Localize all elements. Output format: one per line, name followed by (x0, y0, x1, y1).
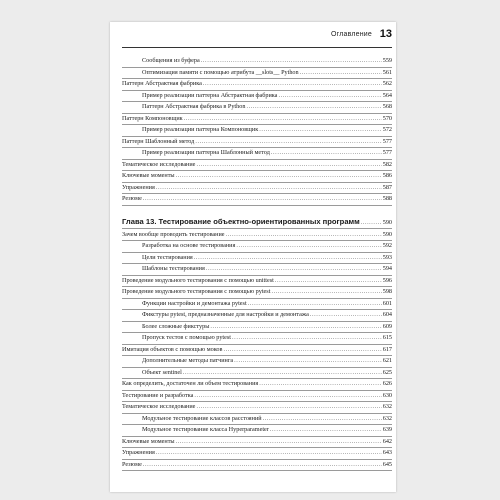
chapter-page: 590 (382, 218, 392, 226)
toc-entry-title: Упражнения (122, 449, 155, 456)
leader-dots (248, 299, 382, 310)
toc-entry[interactable] (122, 310, 392, 322)
toc-entry[interactable] (122, 322, 392, 334)
leader-dots (270, 425, 382, 436)
toc-entry-page: 564 (382, 91, 392, 99)
toc-entry-title: Сообщения из буфера (142, 57, 200, 64)
toc-entry-title: Резюме (122, 195, 142, 202)
toc-entry-title: Как определить, достаточен ли объем тестирования (122, 380, 259, 387)
leader-dots (275, 276, 382, 287)
toc-entry[interactable] (122, 402, 392, 414)
toc-entry-page: 590 (382, 230, 392, 238)
toc-entry-title: Имитация объектов с помощью моков (122, 345, 223, 353)
toc-entry[interactable] (122, 379, 392, 391)
leader-dots (201, 56, 382, 67)
leader-dots (278, 91, 381, 102)
leader-dots (263, 414, 382, 425)
toc-entry-title: Модульное тестирование классов расстояний (142, 414, 262, 422)
toc-entry-page: 632 (382, 403, 392, 410)
leader-dots (271, 287, 381, 298)
toc-entry[interactable] (122, 68, 392, 80)
leader-dots (143, 460, 382, 471)
toc-entry-title: Пример реализации паттерна Компоновщик (142, 126, 259, 133)
leader-dots (195, 137, 381, 148)
toc-entry[interactable] (122, 102, 392, 114)
header-rule (122, 47, 392, 48)
leader-dots (156, 183, 382, 194)
leader-dots (232, 333, 382, 344)
toc-entry[interactable] (122, 56, 392, 68)
leader-dots (259, 379, 381, 390)
leader-dots (194, 391, 381, 402)
toc-entry[interactable] (122, 448, 392, 460)
toc-entry-page: 621 (382, 357, 392, 364)
toc-entry-title: Цели тестирования (142, 253, 193, 261)
leader-dots (206, 264, 382, 275)
toc-entry-page: 601 (382, 299, 392, 307)
toc-entry-page: 643 (382, 449, 392, 456)
toc-entry[interactable] (122, 460, 392, 472)
page-number: 13 (379, 28, 392, 40)
leader-dots (271, 148, 382, 159)
toc-entry-page: 570 (382, 114, 392, 122)
leader-dots (176, 437, 382, 448)
toc-entry-page: 561 (382, 68, 392, 76)
toc-entry-page: 630 (382, 391, 392, 399)
leader-dots (223, 345, 381, 356)
leader-dots (210, 322, 381, 333)
toc-entry-title: Паттерн Компоновщик (122, 114, 183, 122)
header-title: Оглавление (330, 31, 372, 38)
toc-entry-title: Упражнения (122, 183, 155, 191)
leader-dots (259, 125, 381, 136)
toc-entry-page: 625 (382, 368, 392, 376)
toc-entry-page: 586 (382, 172, 392, 179)
toc-entry-page: 626 (382, 380, 392, 387)
toc-chapter-heading[interactable] (122, 215, 392, 229)
toc-entry[interactable] (122, 264, 392, 276)
toc-entry-title: Шаблоны тестирования (142, 265, 205, 272)
toc-entry-title: Паттерн Абстрактная фабрика в Python (142, 103, 246, 110)
toc-entry[interactable] (122, 299, 392, 311)
toc-entry-title: Более сложные фикстуры (142, 322, 210, 330)
toc-entry-page: 562 (382, 80, 392, 87)
toc-entry-title: Пример реализации паттерна Абстрактная фабрика (142, 91, 278, 99)
toc-entry-page: 594 (382, 265, 392, 272)
toc-entry-title: Объект sentinel (142, 368, 182, 376)
toc-entry[interactable] (122, 171, 392, 183)
toc-entry[interactable] (122, 437, 392, 449)
toc-entry-page: 592 (382, 242, 392, 249)
toc-entry-page: 596 (382, 276, 392, 284)
toc-entry[interactable] (122, 253, 392, 265)
leader-dots (226, 230, 382, 241)
toc-entry-title: Дополнительные методы патчинга (142, 357, 234, 364)
toc-entry-page: 588 (382, 195, 392, 202)
leader-dots (196, 402, 381, 413)
toc-entry-page: 632 (382, 414, 392, 422)
toc-entry[interactable] (122, 287, 392, 299)
toc-entry[interactable] (122, 368, 392, 380)
toc-entry[interactable] (122, 183, 392, 195)
leader-dots (143, 194, 382, 205)
toc-entry[interactable] (122, 241, 392, 253)
toc-entry-title: Ключевые моменты (122, 437, 175, 445)
toc-entry-page: 604 (382, 311, 392, 318)
toc-entry-page: 598 (382, 288, 392, 295)
toc-entry-page: 617 (382, 345, 392, 353)
toc-entry-title: Паттерн Шаблонный метод (122, 137, 195, 145)
toc-entry-title: Фикстуры pytest, предназначенные для настройки и демонтажа (142, 311, 309, 318)
toc-entry-page: 645 (382, 460, 392, 468)
toc-entry-page: 572 (382, 126, 392, 133)
toc-entry-title: Паттерн Абстрактная фабрика (122, 80, 202, 87)
toc-entry-title: Пример реализации паттерна Шаблонный метод (142, 149, 270, 156)
toc-entry-page: 559 (382, 57, 392, 64)
toc-entry-page: 609 (382, 322, 392, 330)
toc-entry-page: 582 (382, 160, 392, 168)
leader-dots (310, 310, 382, 321)
toc-entry[interactable] (122, 160, 392, 172)
toc-entry-page: 568 (382, 103, 392, 110)
leader-dots (194, 253, 382, 264)
toc-entry-page: 587 (382, 183, 392, 191)
toc-entry-page: 639 (382, 426, 392, 433)
toc-entry[interactable] (122, 276, 392, 288)
leader-dots (361, 217, 382, 230)
toc-entry-title: Проведение модульного тестирования с помощью pytest (122, 288, 271, 295)
toc-entry[interactable] (122, 230, 392, 242)
toc-entry[interactable] (122, 345, 392, 357)
toc-entry[interactable] (122, 125, 392, 137)
toc-entry-title: Зачем вообще проводить тестирование (122, 230, 225, 238)
toc-entry-title: Разработка на основе тестирования (142, 242, 236, 249)
leader-dots (196, 160, 381, 171)
leader-dots (234, 356, 382, 367)
toc-entry-title: Резюме (122, 460, 142, 468)
running-header (110, 28, 396, 44)
toc-entry-page: 642 (382, 437, 392, 445)
book-page (110, 22, 396, 492)
leader-dots (183, 368, 382, 379)
toc-entry-page: 577 (382, 149, 392, 156)
toc-entry-title: Оптимизация памяти с помощью атрибута __slots__ Python (142, 68, 299, 76)
toc-entry-page: 593 (382, 253, 392, 261)
leader-dots (184, 114, 382, 125)
toc-section-previous-chapter (122, 56, 392, 206)
toc-entry-page: 577 (382, 137, 392, 145)
leader-dots (300, 68, 382, 79)
table-of-contents (122, 56, 392, 471)
toc-entry[interactable] (122, 414, 392, 426)
toc-entry[interactable] (122, 114, 392, 126)
toc-entry-title: Ключевые моменты (122, 172, 175, 179)
toc-entry[interactable] (122, 137, 392, 149)
toc-entry-title: Функции настройки и демонтажа pytest (142, 299, 247, 307)
toc-entry-title: Тематическое исследование (122, 160, 196, 168)
leader-dots (236, 241, 381, 252)
toc-entry[interactable] (122, 391, 392, 403)
toc-entry[interactable] (122, 333, 392, 345)
toc-section-chapter-13 (122, 230, 392, 472)
leader-dots (176, 171, 382, 182)
toc-entry-title: Проведение модульного тестирования с помощью unittest (122, 276, 274, 284)
toc-entry[interactable] (122, 425, 392, 437)
leader-dots (246, 102, 381, 113)
toc-entry-title: Тестирование и разработка (122, 391, 194, 399)
toc-entry-page: 615 (382, 334, 392, 341)
leader-dots (203, 79, 382, 90)
toc-entry-title: Тематическое исследование (122, 403, 196, 410)
toc-entry-title: Модульное тестирование класса Hyperparameter (142, 426, 269, 433)
toc-entry[interactable] (122, 148, 392, 160)
toc-entry[interactable] (122, 356, 392, 368)
toc-entry-title: Пропуск тестов с помощью pytest (142, 334, 232, 341)
toc-entry[interactable] (122, 79, 392, 91)
toc-entry[interactable] (122, 194, 392, 206)
chapter-title: Глава 13. Тестирование объектно-ориентированных программ (122, 216, 360, 226)
toc-entry[interactable] (122, 91, 392, 103)
leader-dots (156, 448, 382, 459)
